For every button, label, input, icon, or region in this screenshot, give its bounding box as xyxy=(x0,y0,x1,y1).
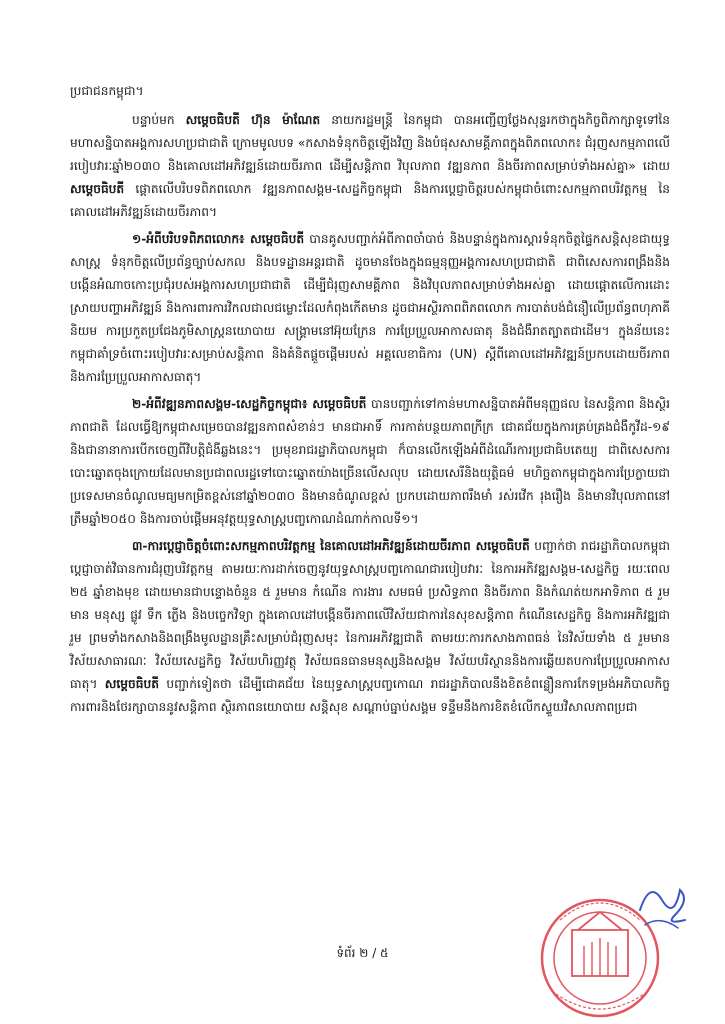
paragraph-1-prefix: បន្ទាប់មក xyxy=(132,113,186,127)
paragraph-4-highlight-2: សម្ដេចធិបតី xyxy=(104,677,159,691)
paragraph-4-text: បញ្ជាក់ថា រាជរដ្ឋាភិបាលកម្ពុជា ប្ដេជ្ញាចាត់វិធានការជំរុញបរិវត្តកម្ម តាមរយៈការដាក់ចេញនូវយុទ្ធសាស្ត្របញ្ចកោណជារបៀបវារៈ នៃការអភិវឌ្ឍសង្គម-សេដ្ឋកិច្ច រយៈពេល ២៥ ឆ្នាំខាងមុខ ដោយមានជាបន្ទោងចំនួន ៥ រួមមាន កំណើន ការងារ សមធម៌ ប្រសិទ្ធភាព និងចីរភាព និងកំណត់យកអាទិភាព ៥ រួមមាន មនុស្ស ផ្លូវ ទឹក ភ្លើង និងបច្ចេកវិទ្យា ក្នុងគោលដៅបង្កើនចីរភាពលើវិស័យជាការនៃសុខសន្តិភាព កំណើនសេដ្ឋកិច្ច និងការអភិវឌ្ឍជារួម ព្រមទាំងកសាងនិងពង្រឹងមូលដ្ឋានគ្រឹះសម្រាប់ជំរុញសមុះ នៃការអភិវឌ្ឍជាតិ តាមរយៈការកសាងភាពធន់ នៃវិស័យទាំង ៥ រួមមាន វិស័យសាធារណៈ វិស័យសេដ្ឋកិច្ច វិស័យហិរញ្ញវត្ថុ វិស័យធនធានមនុស្សនិងសង្គម វិស័យបរិស្ថាននិងការឆ្លើយតបការប្រែប្រួលអាកាសធាតុ។ xyxy=(70,539,670,691)
signature-icon xyxy=(630,870,700,940)
paragraph-4-highlight: សម្ដេចធិបតី xyxy=(475,539,530,553)
paragraph-4-heading: ៣-ការប្ដេជ្ញាចិត្តចំពោះសកម្មភាពបរិវត្តកម្ម នៃគោលដៅអភិវឌ្ឍន៍ដោយចីរភាព xyxy=(132,539,476,553)
document-body xyxy=(70,80,670,723)
paragraph-4-text-2: បញ្ជាក់ទៀតថា ដើម្បីជោគជ័យ នៃយុទ្ធសាស្ត្របញ្ចកោណ រាជរដ្ឋាភិបាលនឹងខិតខំពន្លឿនការកែទម្រង់អភិបាលកិច្ច ការពារនិងថែរក្សាបាននូវសន្តិភាព ស្ថិរភាពនយោបាយ សន្តិសុខ សណ្ដាប់ធ្នាប់សង្គម ទន្ទឹមនឹងការខិតខំលើកស្ទួយវិសាលភាពប្រជា xyxy=(70,677,670,714)
paragraph-1-highlight: សម្ដេចធិបតី ហ៊ុន ម៉ាណែត xyxy=(185,113,321,127)
paragraph-2 xyxy=(70,228,670,389)
paragraph-2-text: បានគូសបញ្ជាក់អំពីភាពចាំបាច់ និងបន្ទាន់ក្នុងការស្ដារទំនុកចិត្តផ្ទៃកសន្តិសុខជាយុទ្ធសាស្ត្រ ទំនុកចិត្តលើប្រព័ន្ធច្បាប់សកល និងបទដ្ឋានអន្តរជាតិ ដូចមានចែងក្នុងធម្មនុញ្ញអង្គការសហប្រជាជាតិ ជាពិសេសការពង្រឹងនិងបង្កើនអំណាចកោះប្រជុំរបស់អង្គការសហប្រជាជាតិ ដើម្បីជំរុញសាមគ្គីភាព និងវិបុលភាពសម្រាប់ទាំងអស់គ្នា ដោយផ្ដោតលើការដោះស្រាយបញ្ហាអភិវឌ្ឍន៍ និងការពារការវិកលជាលជម្លោះដែលកំពុងកើតមាន ដូចជាអស្ថិរភាពពិភពលោក ការបាត់បង់ជំនឿលើប្រព័ន្ធពហុភាគីនិយម ការប្រកួតប្រជែងភូមិសាស្ត្រនយោបាយ សង្គ្រាមនៅអ៊ុយក្រែន ការប្រែប្រួលអាកាសធាតុ និងជំងឺរាតត្បាតជាដើម។ ក្នុងន័យនេះ កម្ពុជាគាំទ្រចំពោះរបៀបវារៈសម្រាប់សន្តិភាព និងគំនិតផ្ដួចផ្ដើមរបស់ អគ្គលេខាធិការ (UN) ស្ដីពីគោលដៅអភិវឌ្ឍន៍ប្រកបដោយចីរភាព និងការប្រែប្រួលអាកាសធាតុ។ xyxy=(70,232,670,384)
paragraph-1-highlight-2: សម្ដេចធិបតី xyxy=(70,182,125,196)
paragraph-4 xyxy=(70,535,670,719)
paragraph-2-heading: ១-អំពីបរិបទពិភពលោក៖ xyxy=(132,232,250,246)
paragraph-3-highlight: សម្ដេចធិបតី xyxy=(312,397,367,411)
paragraph-1 xyxy=(70,109,670,224)
paragraph-3 xyxy=(70,393,670,531)
paragraph-3-text: បានបញ្ជាក់ទៅកាន់មហាសន្និបាតអំពីមនុញ្ញផល នៃសន្តិភាព និងស្ថិរភាពជាតិ ដែលធ្វើឱ្យកម្ពុជាសម្រេចបានវឌ្ឍនភាពសំខាន់ៗ មានជាអាទិ៍ ការកាត់បន្ថយភាពក្រីក្រ ជោគជ័យក្នុងការគ្រប់គ្រងជំងឺកូវីដ-១៩ និងជានានាការបើកចេញពីវិបត្តិជំងឺឆ្លងនេះ។ ប្រមុខរាជរដ្ឋាភិបាលកម្ពុជា ក៏បានលើកឡើងអំពីដំណើរការប្រជាធិបតេយ្យ ជាពិសេសការបោះឆ្នោតចុងក្រោយដែលមានប្រជាពលរដ្ឋទៅបោះឆ្នោតយ៉ាងច្រើនលើសលុប ដោយសេរីនិងយុត្តិធម៌ មហិច្ឆតាកម្ពុជាក្នុងការប្រែក្លាយជាប្រទេសមានចំណូលមធ្យមកម្រិតខ្ពស់នៅឆ្នាំ២០៣០ និងមានចំណូលខ្ពស់ ប្រកបដោយភាពរឹងមាំ រស់រវើក រុងរឿង និងមានវិបុលភាពនៅត្រឹមឆ្នាំ២០៥០ និងការចាប់ផ្ដើមអនុវត្តយុទ្ធសាស្ត្របញ្ចកោណដំណាក់កាលទី១។ xyxy=(70,397,670,526)
paragraph-2-highlight: សម្ដេចធិបតី xyxy=(249,232,305,246)
paragraph-3-heading: ២-អំពីវឌ្ឍនភាពសង្គម-សេដ្ឋកិច្ចកម្ពុជា៖ xyxy=(132,397,313,411)
paragraph-1-text-2: ផ្ដោតលើបរិបទពិភពលោក វឌ្ឍនភាពសង្គម-សេដ្ឋកិច្ចកម្ពុជា និងការប្ដេជ្ញាចិត្តរបស់កម្ពុជាចំពោះសកម្មភាពបរិវត្តកម្ម នៃគោលដៅអភិវឌ្ឍន៍ដោយចីរភាព។ xyxy=(70,182,670,219)
intro-line: ប្រជាជនកម្ពុជា។ xyxy=(70,84,144,98)
page-number: ទំព័រ ២ / ៥ xyxy=(336,946,389,960)
paragraph-1-text: នាយករដ្ឋមន្ត្រី នៃកម្ពុជា បានអញ្ជើញថ្លែងសុន្ទរកថាក្នុងកិច្ចពិភាក្សាទូទៅនៃមហាសន្និបាតអង្គការសហប្រជាជាតិ ក្រោមមូលបទ «កសាងទំនុកចិត្តឡើងវិញ និងបំផុសសាមគ្គីភាពក្នុងពិភពលោក៖ ជំរុញសកម្មភាពលើរបៀបវារៈឆ្នាំ២០៣០ និងគោលដៅអភិវឌ្ឍន៍ដោយចីរភាព ដើម្បីសន្តិភាព វិបុលភាព វឌ្ឍនភាព និងចីរភាពសម្រាប់ទាំងអស់គ្នា» ដោយ xyxy=(70,113,670,173)
